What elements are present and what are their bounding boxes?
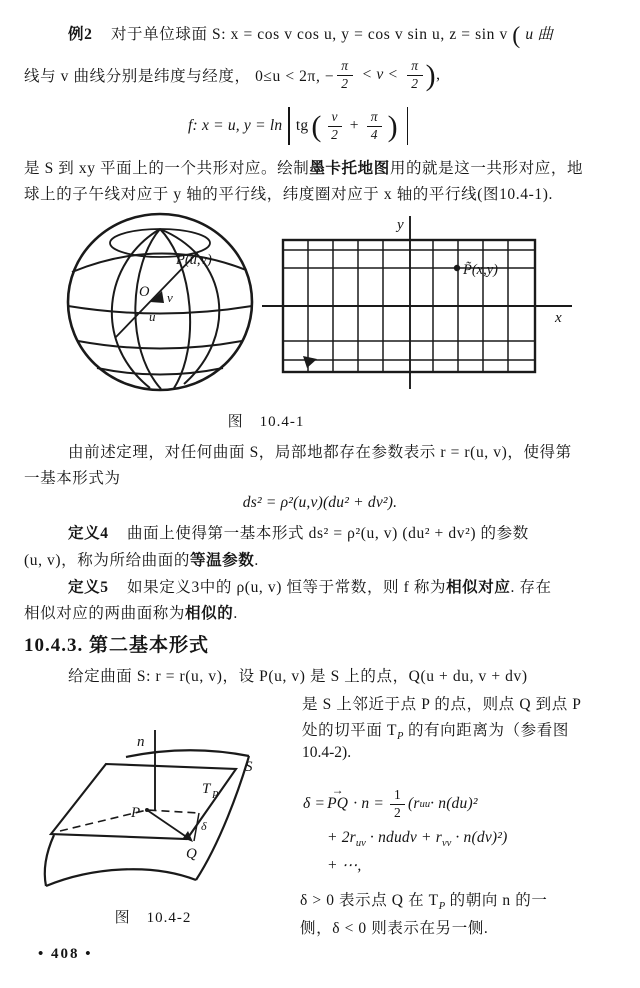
sphere-point-label: P(u,v) <box>176 252 212 268</box>
close-paren: ) <box>425 59 437 92</box>
formula-delta-line2 <box>327 829 507 849</box>
right-col-line2 <box>302 718 569 742</box>
para-theorem-line1 <box>24 440 572 462</box>
surface-S-label: S <box>245 759 253 775</box>
fraction-numerator: π <box>337 59 352 75</box>
para-given <box>24 664 528 686</box>
open-paren: ( <box>512 23 521 49</box>
fraction-numerator: v <box>328 110 342 126</box>
text: (u, v)，称为所给曲面的 <box>24 552 190 569</box>
text: 一基本形式为 <box>24 470 121 487</box>
text: 的有向距离为（参看图 <box>403 722 569 739</box>
y-axis-label: y <box>397 217 404 233</box>
bold-term-similar-correspondence: 相似对应 <box>446 579 511 596</box>
example2-line1 <box>24 22 553 48</box>
formula-ds: ds² = ρ²(u,v)(du² + dv²). <box>242 494 398 511</box>
fraction-numerator: π <box>407 59 422 75</box>
fraction-denominator: 2 <box>411 75 419 91</box>
text: . 存在 <box>510 579 552 596</box>
bold-term-isothermal: 等温参数 <box>189 552 255 569</box>
fraction-denominator: 4 <box>370 126 378 142</box>
example2-line1-end: u 曲 <box>525 26 554 43</box>
para-conformal-line2 <box>24 182 553 204</box>
close-paren: ) <box>387 110 398 143</box>
subscript-uu: uu <box>419 798 431 810</box>
grid-arrow-mark <box>303 356 317 368</box>
point-P-dot <box>145 808 149 812</box>
fraction-v-2 <box>328 110 342 141</box>
term-n-du2: · n(du)² <box>430 795 478 812</box>
point-P-label: P <box>131 805 141 821</box>
delta-lhs: δ = <box>303 795 326 812</box>
formula-delta-line3: + ⋯, <box>327 857 362 874</box>
fraction-pi-2 <box>337 59 352 90</box>
comma: , <box>436 66 441 83</box>
subscript-P: P <box>397 731 404 742</box>
text: 由前述定理，对任何曲面 S，局部地都存在参数表示 r = r(u, v)，使得第 <box>68 444 572 461</box>
segment-PQ <box>147 810 191 840</box>
def5-line2 <box>24 601 238 623</box>
term-ndudv: · ndudv + r <box>365 829 442 846</box>
latitude-line <box>78 341 242 349</box>
fraction-pi-4 <box>367 110 382 141</box>
text: 用的就是这一共形对应，地 <box>389 160 584 177</box>
figure1-caption: 图 10.4-1 <box>227 414 305 430</box>
figure2-caption: 图 10.4-2 <box>114 910 192 926</box>
para-sign-line1 <box>300 888 547 912</box>
example2-line2-start: 线与 v 曲线分别是纬度与经度， 0≤u < 2π, − <box>24 68 335 85</box>
surface-top-edge <box>126 750 249 757</box>
fraction-pi-2 <box>407 59 422 90</box>
tg-operator: tg <box>295 117 309 134</box>
fraction-denominator: 2 <box>341 75 349 91</box>
subscript-vv: vv <box>442 838 452 849</box>
right-col-line1: 是 S 上邻近于点 P 的点，则点 Q 到点 P <box>302 696 582 713</box>
vector-PQ <box>327 783 349 813</box>
text: 处的切平面 T <box>302 722 398 739</box>
text: 曲面上使得第一基本形式 ds² = ρ²(u, v) (du² + dv²) 的参数 <box>127 525 529 542</box>
angle-v-label: v <box>167 290 173 305</box>
text: . <box>254 552 259 569</box>
latitude-line <box>97 368 223 375</box>
vector-PQ-text: PQ <box>327 795 349 812</box>
open-paren: ( <box>311 110 322 143</box>
angle-wedge <box>150 291 164 303</box>
x-axis-label: x <box>555 310 562 326</box>
surface-right-edge <box>196 756 249 880</box>
latitude-line <box>68 306 252 314</box>
dot-n-equals: · n = <box>353 795 385 812</box>
subscript-uv: uv <box>355 838 366 849</box>
section-heading: 10.4.3. 第二基本形式 <box>24 635 210 656</box>
delta-label: δ <box>201 819 207 833</box>
text: 是 S 到 xy 平面上的一个共形对应。绘制 <box>24 160 310 177</box>
abs-bar-right <box>407 107 409 145</box>
formula-f-lhs: f: x = u, y = ln <box>188 117 283 134</box>
normal-n-label: n <box>137 734 145 750</box>
text: 如果定义3中的 ρ(u, v) 恒等于常数，则 f 称为 <box>127 579 447 596</box>
bold-term-similar: 相似的 <box>185 605 234 622</box>
def5-line1 <box>24 575 552 597</box>
point-Q-label: Q <box>186 846 197 862</box>
plane-point-label: P̃(x,y) <box>463 262 499 278</box>
def4-label: 定义4 <box>68 525 109 542</box>
surface-bottom-edge <box>46 869 196 886</box>
figure-10-4-1 <box>0 205 640 405</box>
term-2r: + 2r <box>327 829 356 846</box>
text: δ > 0 表示点 Q 在 T <box>300 892 439 909</box>
center-O-label: O <box>139 284 150 300</box>
fraction-denominator: 2 <box>394 804 401 820</box>
tangent-plane-label: T <box>202 781 211 797</box>
tangent-plane <box>51 764 236 839</box>
page-number: • 408 • <box>38 946 93 962</box>
fraction-1-2 <box>390 788 405 819</box>
fraction-numerator: π <box>367 110 382 126</box>
dashed-projection-line <box>60 810 199 831</box>
subscript-P: P <box>438 901 446 912</box>
def4-line1 <box>24 521 529 543</box>
abs-bar-left <box>288 107 290 145</box>
text: 球上的子午线对应于 y 轴的平行线，纬度圈对应于 x 轴的平行线(图10.4-1). <box>24 186 553 203</box>
plus-sign: + <box>349 117 359 134</box>
text: 相似对应的两曲面称为 <box>24 605 186 622</box>
vector-arrow: → <box>331 783 344 797</box>
text: 给定曲面 S: r = r(u, v)，设 P(u, v) 是 S 上的点，Q(u + du, v + dv) <box>68 668 528 685</box>
text: 的朝向 n 的一 <box>445 892 548 909</box>
def4-line2 <box>24 548 259 570</box>
formula-f <box>188 102 414 150</box>
example2-line2 <box>24 52 441 98</box>
para-conformal-line1 <box>24 156 583 178</box>
para-theorem-line2 <box>24 466 121 488</box>
right-col-line3: 10.4-2). <box>302 744 352 761</box>
surface-left-edge <box>45 835 54 886</box>
def5-label: 定义5 <box>68 579 109 596</box>
fraction-denominator: 2 <box>331 126 339 142</box>
example2-label: 例2 <box>68 26 93 43</box>
angle-u-label: u <box>149 309 156 324</box>
term-n-dv2: · n(dv)²) <box>451 829 508 846</box>
figure-10-4-2 <box>28 726 298 906</box>
para-sign-line2: 侧，δ < 0 则表示在另一侧. <box>300 920 489 937</box>
term-r: (r <box>408 795 420 812</box>
tangent-plane-label-sub: P <box>212 790 219 801</box>
example2-line1-text: 对于单位球面 S: x = cos v cos u, y = cos v sin u, z = sin v <box>110 26 508 43</box>
point-P-tilde-dot <box>454 265 460 271</box>
bold-term-mercator: 墨卡托地图 <box>309 160 390 177</box>
formula-delta-line1 <box>303 782 478 826</box>
example2-line2-mid: < v < <box>361 66 399 83</box>
fraction-numerator: 1 <box>390 788 405 804</box>
text: . <box>233 605 238 622</box>
